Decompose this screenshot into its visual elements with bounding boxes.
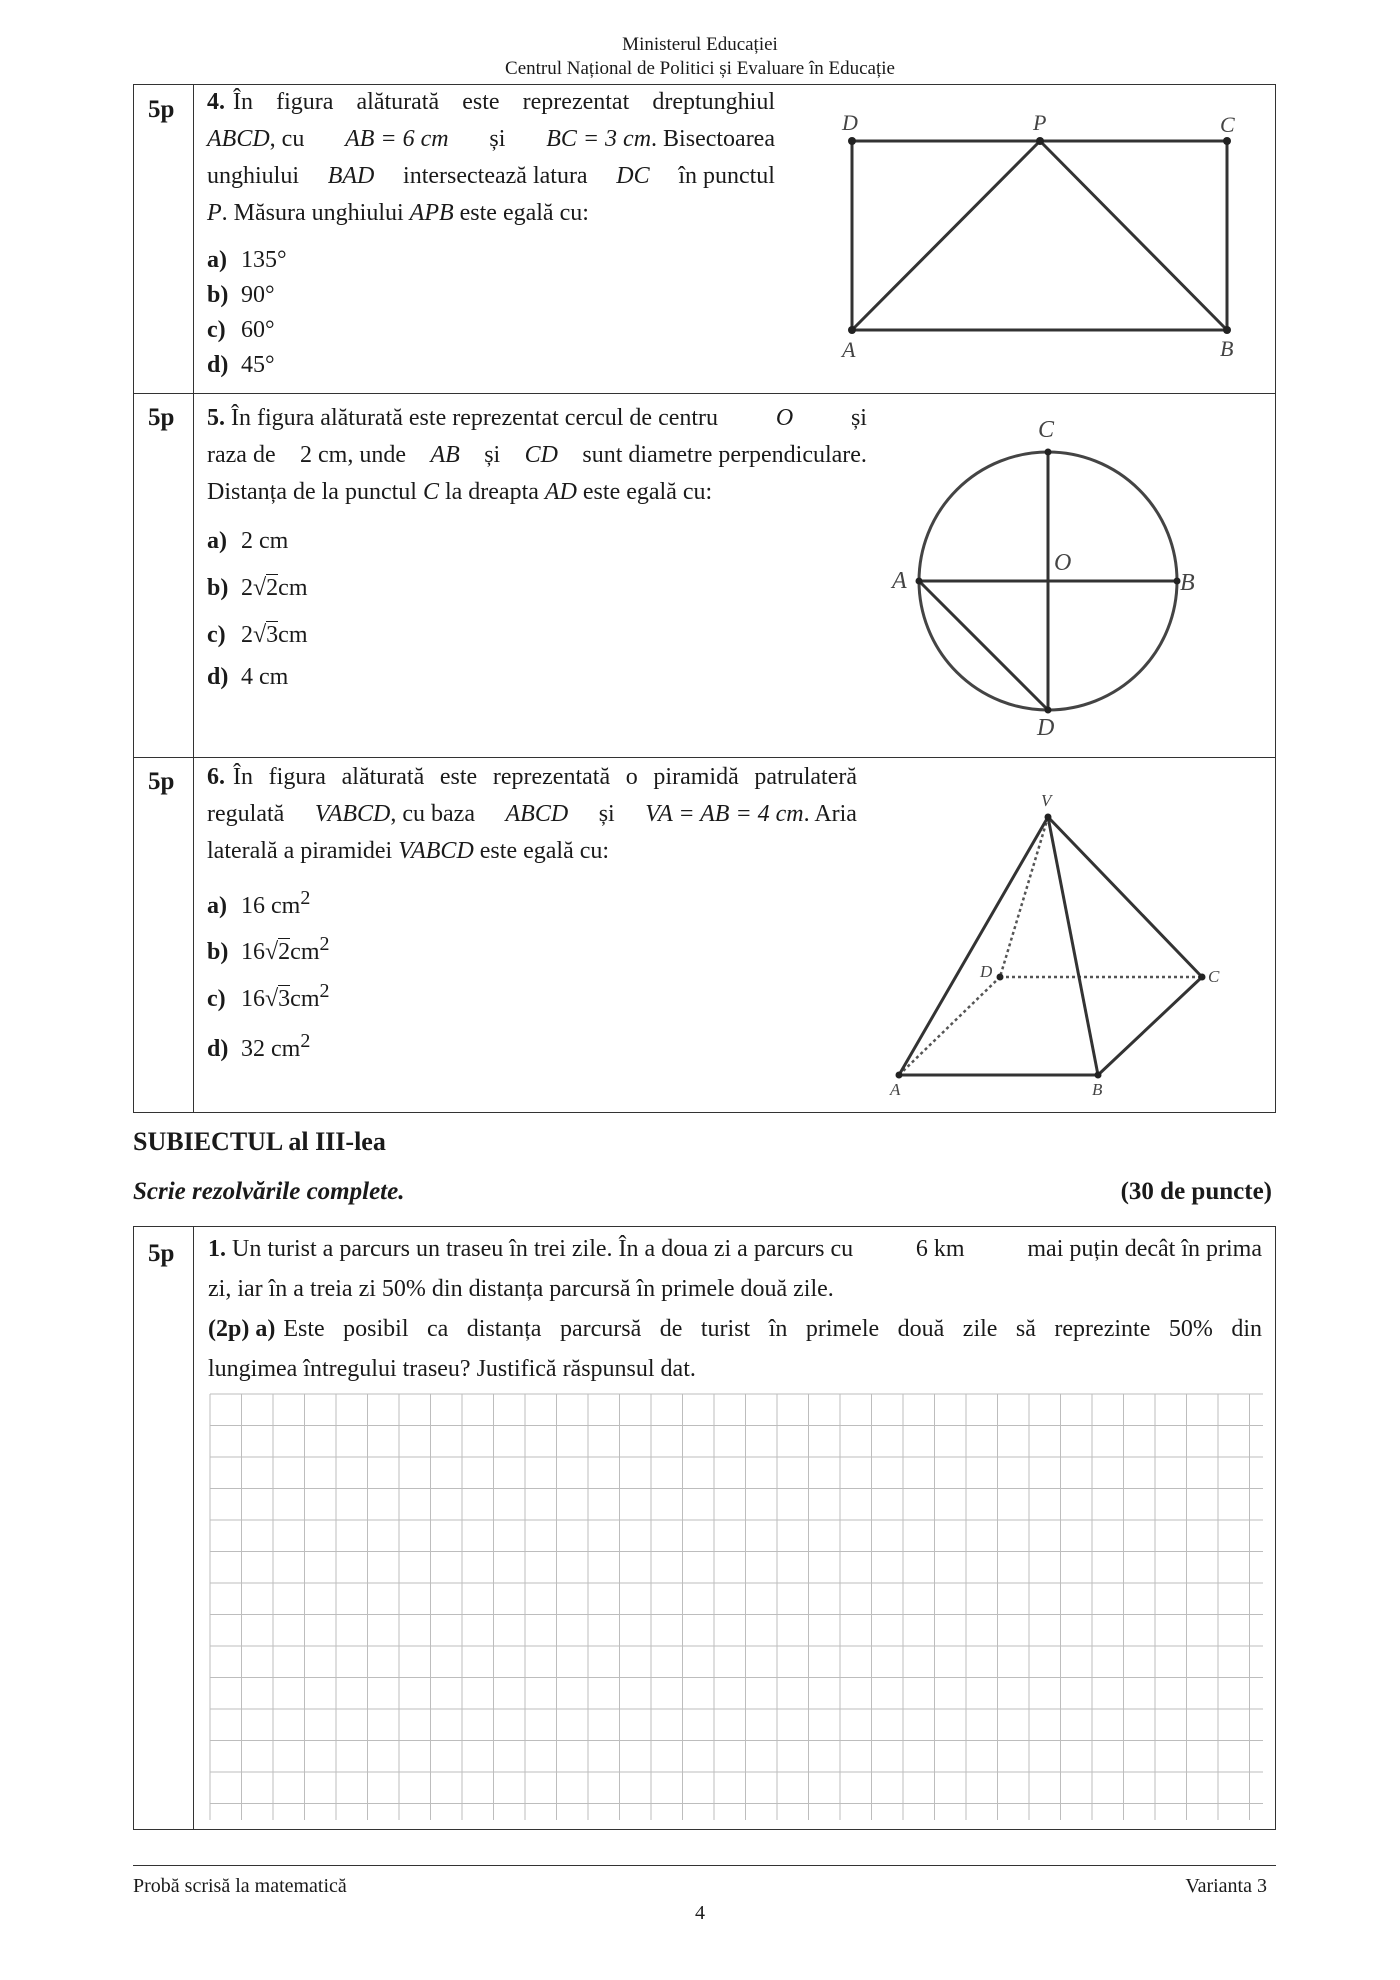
section-instruction: Scrie rezolvările complete. — [133, 1178, 405, 1205]
header-center: Centrul Național de Politici și Evaluare în Educație — [505, 58, 895, 79]
q5-number: 5. — [207, 405, 225, 431]
q5-circle-figure — [880, 410, 1220, 750]
p1-right-border — [1275, 1226, 1276, 1829]
points-column-border — [193, 84, 194, 1112]
q6-line1: În figura alăturată este reprezentată o piramidă patrulateră — [233, 764, 857, 790]
label-a: A — [892, 568, 907, 594]
q6-vabcd: VABCD — [314, 801, 391, 827]
q5-statement — [207, 400, 867, 511]
answer-grid[interactable] — [208, 1392, 1265, 1830]
q5-unde: , unde — [347, 442, 407, 468]
section-points: (30 de puncte) — [1120, 1178, 1272, 1205]
q5-option-d[interactable]: d) 4 cm — [207, 664, 289, 690]
p1-part-a-points: (2p) — [208, 1316, 250, 1342]
edge-ad-hidden — [899, 977, 1000, 1075]
q5-c: C — [422, 479, 439, 505]
q6-statement — [207, 759, 857, 870]
q6-option-b[interactable]: b) $16√2cm^2$ — [207, 933, 330, 965]
segment-ap — [852, 141, 1040, 330]
q5-si2: și — [484, 442, 501, 468]
q4-intersecteaza: intersectează latura — [403, 163, 588, 189]
q4-bisectoarea: . Bisectoarea — [651, 126, 775, 152]
label-a: A — [890, 1080, 901, 1099]
label-c: C — [1220, 112, 1235, 137]
q4-option-a[interactable]: a) 135° — [207, 247, 287, 273]
p1-points-border — [193, 1226, 194, 1829]
p1-left-border — [133, 1226, 134, 1829]
q6-eq: VA = AB = 4 cm — [645, 801, 804, 827]
q5-option-a[interactable]: a) 2 cm — [207, 528, 289, 554]
q5-line1: În figura alăturată este reprezentat cercul de centru — [231, 405, 719, 431]
p1-points: 5p — [148, 1240, 175, 1267]
q6-vabcd2: VABCD — [398, 838, 474, 864]
p1-number: 1. — [208, 1236, 226, 1262]
label-b: B — [1092, 1080, 1103, 1099]
q6-number: 6. — [207, 764, 225, 790]
q4-p: P — [207, 200, 222, 226]
q4-option-d[interactable]: d) 45° — [207, 352, 275, 378]
q5-option-c[interactable]: c) 2√3cm — [207, 622, 308, 648]
q6-cu-baza: , cu baza — [390, 801, 475, 827]
segment-ad — [919, 581, 1048, 710]
table-bottom-border — [133, 1112, 1276, 1113]
header-ministry: Ministerul Educației — [622, 34, 778, 55]
q4-abcd: ABCD — [207, 126, 270, 152]
label-d: D — [842, 110, 858, 135]
q5-si1: și — [850, 405, 867, 431]
q4-ab-eq: AB = 6 cm — [345, 126, 449, 152]
label-b: B — [1180, 570, 1195, 596]
q4-option-c[interactable]: c) 60° — [207, 317, 275, 343]
q5-ab: AB — [430, 442, 460, 468]
q4-si: și — [489, 126, 506, 152]
q4-rectangle-figure — [820, 100, 1260, 370]
q4-cu: , cu — [269, 126, 305, 152]
q6-regulata: regulată — [207, 801, 285, 827]
q6-laterala: laterală a piramidei — [207, 838, 393, 864]
edge-vb — [1048, 817, 1098, 1075]
q4-bad: BAD — [327, 163, 375, 189]
q4-in-punctul: în punctul — [678, 163, 775, 189]
p1-line1b: mai puțin decât în prima — [1027, 1236, 1262, 1262]
label-o: O — [1054, 550, 1072, 576]
p1-part-a-text: Este posibil ca distanța parcursă de turist în primele două zile să reprezinte 50% din — [283, 1316, 1262, 1342]
label-d: D — [1037, 715, 1055, 741]
row-divider — [133, 757, 1276, 758]
edge-bc — [1098, 977, 1202, 1075]
q4-bc-eq: BC = 3 cm — [546, 126, 652, 152]
page-number: 4 — [695, 1902, 705, 1924]
p1-top-border — [133, 1226, 1276, 1227]
footer-right: Varianta 3 — [1185, 1875, 1267, 1897]
q4-unghiului: unghiului — [207, 163, 300, 189]
q5-egala: este egală cu: — [582, 479, 713, 505]
q6-pyramid-figure — [880, 785, 1240, 1105]
table-right-border — [1275, 84, 1276, 1112]
q5-distanta: Distanța de la punctul — [207, 479, 417, 505]
label-b: B — [1220, 336, 1234, 361]
q5-ad: AD — [544, 479, 577, 505]
q4-dc: DC — [616, 163, 650, 189]
q5-points: 5p — [148, 404, 175, 431]
q5-radius: 2 cm — [300, 442, 348, 468]
q4-apb: APB — [409, 200, 454, 226]
footer-rule — [133, 1865, 1276, 1866]
q6-abcd: ABCD — [505, 801, 569, 827]
p1-part-a-label: a) — [255, 1316, 276, 1342]
q6-option-d[interactable]: d) 32 $cm^2$ — [207, 1030, 311, 1062]
q6-si: și — [598, 801, 615, 827]
label-v: V — [1041, 791, 1052, 810]
label-a: A — [842, 337, 856, 362]
label-c: C — [1208, 967, 1220, 986]
edge-va — [899, 817, 1048, 1075]
row-divider — [133, 393, 1276, 394]
q4-statement — [207, 84, 775, 232]
edge-vd-hidden — [1000, 817, 1048, 977]
footer-left: Probă scrisă la matematică — [133, 1875, 347, 1897]
section-title: SUBIECTUL al III-lea — [133, 1127, 386, 1156]
q6-option-a[interactable]: a) 16 $cm^2$ — [207, 887, 311, 919]
q5-cd: CD — [524, 442, 558, 468]
p1-statement — [208, 1229, 1262, 1389]
q6-points: 5p — [148, 768, 175, 795]
edge-vc — [1048, 817, 1202, 977]
q5-o: O — [775, 405, 794, 431]
q6-egala: este egală cu: — [479, 838, 610, 864]
q4-egala: este egală cu: — [459, 200, 589, 226]
q4-points: 5p — [148, 96, 175, 123]
q5-la-dreapta: la dreapta — [444, 479, 539, 505]
q5-diametre: sunt diametre perpendiculare. — [582, 442, 867, 468]
q4-line1: În figura alăturată este reprezentat dreptunghiul — [233, 89, 775, 115]
q4-number: 4. — [207, 89, 225, 115]
q6-aria: . Aria — [803, 801, 857, 827]
p1-line1a: Un turist a parcurs un traseu în trei zile. În a doua zi a parcurs cu — [232, 1236, 854, 1262]
p1-part-a-text2: lungimea întregului traseu? Justifică răspunsul dat. — [208, 1356, 696, 1382]
q4-option-b[interactable]: b) 90° — [207, 282, 275, 308]
q4-masura: . Măsura unghiului — [221, 200, 404, 226]
label-p: P — [1033, 110, 1047, 135]
q5-option-b[interactable]: b) 2√2cm — [207, 575, 308, 601]
table-left-border — [133, 84, 134, 1112]
label-d: D — [980, 962, 993, 981]
p1-line2: zi, iar în a treia zi 50% din distanța parcursă în primele două zile. — [208, 1276, 834, 1302]
label-c: C — [1038, 417, 1055, 443]
q5-raza-de: raza de — [207, 442, 276, 468]
segment-pb — [1040, 141, 1227, 330]
p1-km: 6 km — [915, 1236, 965, 1262]
q6-option-c[interactable]: c) $16√3cm^2$ — [207, 980, 330, 1012]
